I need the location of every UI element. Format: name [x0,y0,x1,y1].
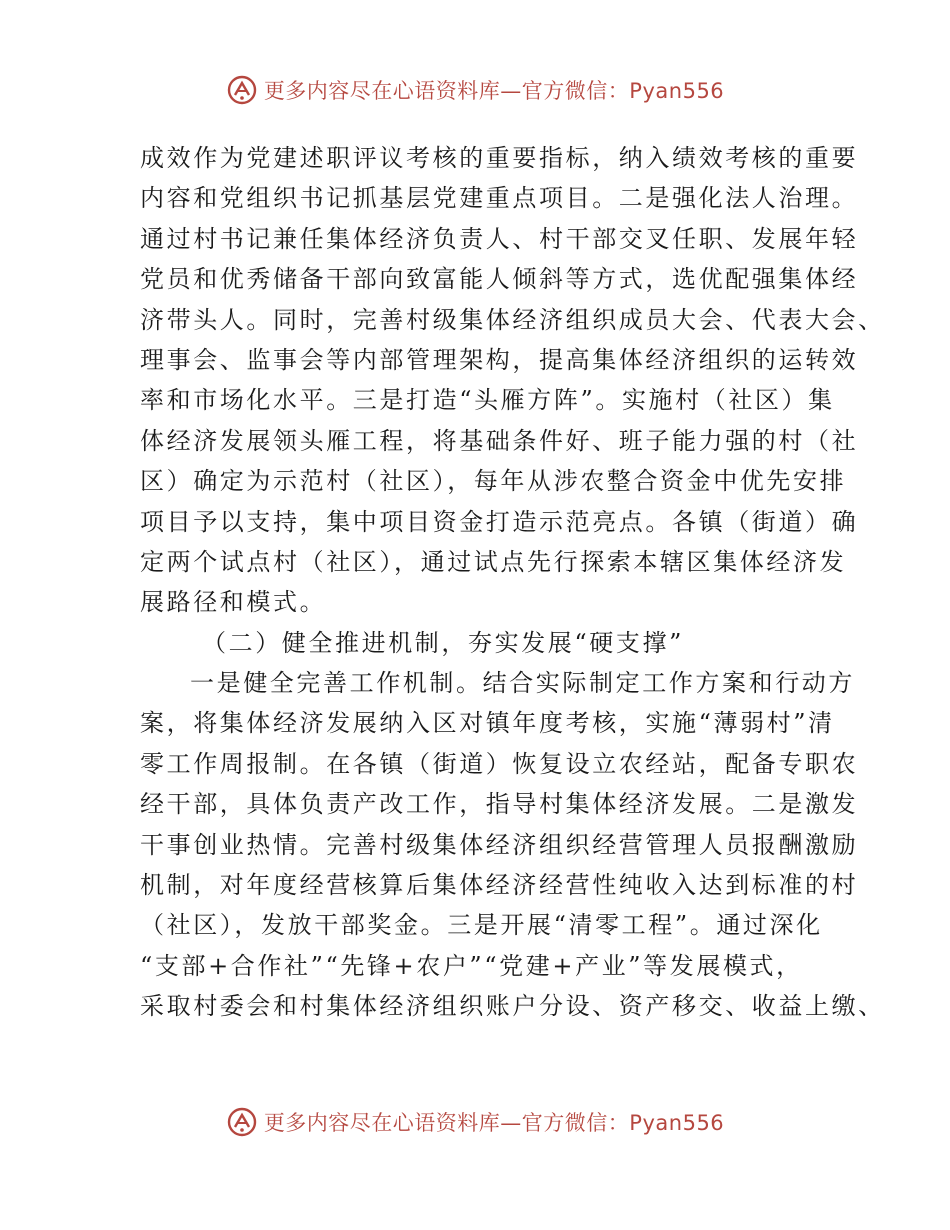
paragraph-1 [140,138,885,623]
text-line: 党员和优秀储备干部向致富能人倾斜等方式，选优配强集体经 [140,265,859,294]
text-line: 采取村委会和村集体经济组织账户分设、资产移交、收益上缴、 [140,992,885,1021]
document-body [140,138,885,1027]
text-line: 成效作为党建述职评议考核的重要指标，纳入绩效考核的重要 [140,144,859,172]
text-line: 经干部，具体负责产改工作，指导村集体经济发展。二是激发 [140,790,859,819]
text-line: （社区），发放干部奖金。三是开展“清零工程”。通过深化 [140,911,823,940]
text-line: 体经济发展领头雁工程，将基础条件好、班子能力强的村（社 [140,426,859,455]
header-banner-text: 更多内容尽在心语资料库—官方微信：Pyan556 [263,79,725,103]
paragraph-2 [140,663,885,1027]
text-line: 内容和党组织书记抓基层党建重点项目。二是强化法人治理。 [140,184,859,213]
header-banner [0,70,950,110]
text-line: 零工作周报制。在各镇（街道）恢复设立农经站，配备专职农 [140,749,859,778]
text-line: 区）确定为示范村（社区），每年从涉农整合资金中优先安排 [140,467,847,496]
text-line: 济带头人。同时，完善村级集体经济组织成员大会、代表大会、 [140,305,885,334]
footer-banner [0,1102,950,1142]
footer-banner-text: 更多内容尽在心语资料库—官方微信：Pyan556 [263,1111,725,1135]
text-line: “支部+合作社”“先锋+农户”“党建+产业”等发展模式， [140,951,803,980]
text-line: 通过村书记兼任集体经济负责人、村干部交叉任职、发展年轻 [140,224,859,253]
text-line: 率和市场化水平。三是打造“头雁方阵”。实施村（社区）集 [140,386,835,415]
text-line: 理事会、监事会等内部管理架构，提高集体经济组织的运转效 [140,345,859,374]
text-line: 一是健全完善工作机制。结合实际制定工作方案和行动方 [190,669,855,698]
text-line: 定两个试点村（社区），通过试点先行探索本辖区集体经济发 [140,547,847,576]
brand-logo-icon [226,1106,258,1138]
text-line: 项目予以支持，集中项目资金打造示范亮点。各镇（街道）确 [140,507,859,536]
text-line: 展路径和模式。 [140,588,327,617]
brand-logo-icon [226,74,258,106]
text-line: 案，将集体经济发展纳入区对镇年度考核，实施“薄弱村”清 [140,709,835,738]
text-line: 干事创业热情。完善村级集体经济组织经营管理人员报酬激励 [140,830,859,859]
text-line: 机制，对年度经营核算后集体经济经营性纯收入达到标准的村 [140,871,859,900]
section-heading: （二）健全推进机制，夯实发展“硬支撑” [202,628,684,657]
